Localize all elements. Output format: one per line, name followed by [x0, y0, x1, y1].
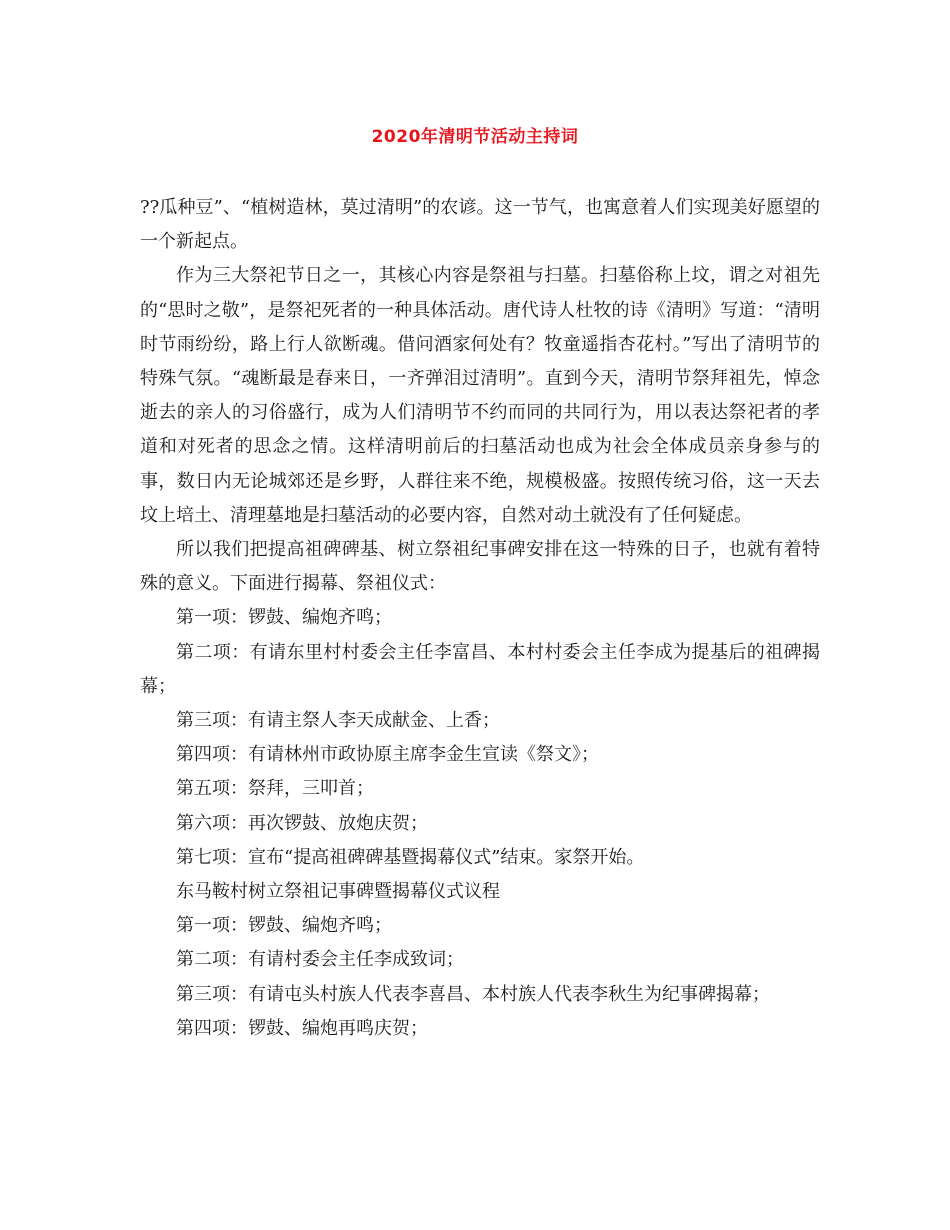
document-body	[140, 191, 820, 1046]
agenda-item: 第一项：锣鼓、编炮齐鸣；	[176, 607, 392, 629]
agenda-item: 第四项：锣鼓、编炮再鸣庆贺；	[176, 1017, 428, 1039]
paragraph-intro: ??瓜种豆”、“植树造林，莫过清明”的农谚。这一节气，也寓意着人们实现美好愿望的一个新起点。	[140, 197, 820, 253]
agenda-item: 第六项：再次锣鼓、放炮庆贺；	[176, 812, 428, 834]
section-heading: 东马鞍村树立祭祖记事碑暨揭幕仪式议程	[176, 881, 500, 903]
paragraph-ceremony-intro: 所以我们把提高祖碑碑基、树立祭祖纪事碑安排在这一特殊的日子，也就有着特殊的意义。下面进行揭幕、祭祖仪式：	[140, 539, 820, 595]
agenda-item: 第五项：祭拜，三叩首；	[176, 778, 374, 800]
agenda-item: 第三项：有请主祭人李天成献金、上香；	[176, 710, 500, 732]
agenda-item: 第四项：有请林州市政协原主席李金生宣读《祭文》；	[176, 744, 599, 766]
agenda-item: 第七项：宣布“提高祖碑碑基暨揭幕仪式”结束。家祭开始。	[176, 846, 645, 868]
document-title: 2020年清明节活动主持词	[371, 127, 579, 147]
paragraph-qingming-custom: 作为三大祭祀节日之一，其核心内容是祭祖与扫墓。扫墓俗称上坟，谓之对祖先的“思时之敬”，是祭祀死者的一种具体活动。唐代诗人杜牧的诗《清明》写道：“清明时节雨纷纷，路上行人欲断魂。借问酒家何处有？牧童遥指杏花村。”写出了清明节的特殊气氛。“魂断最是春来日，一齐弹泪过清明”。直到今天，清明节祭拜祖先，悼念逝去的亲人的习俗盛行，成为人们清明节不约而同的共同行为，用以表达祭祀者的孝道和对死者的思念之情。这样清明前后的扫墓活动也成为社会全体成员亲身参与的事，数日内无论城郊还是乡野，人群往来不绝，规模极盛。按照传统习俗，这一天去坟上培土、清理墓地是扫墓活动的必要内容，自然对动土就没有了任何疑虑。	[140, 265, 820, 526]
agenda-item: 第二项：有请村委会主任李成致词；	[176, 949, 464, 971]
agenda-item: 第三项：有请屯头村族人代表李喜昌、本村族人代表李秋生为纪事碑揭幕；	[176, 983, 770, 1005]
agenda-item: 第一项：锣鼓、编炮齐鸣；	[176, 915, 392, 937]
agenda-item: 第二项：有请东里村村委会主任李富昌、本村村委会主任李成为提基后的祖碑揭幕；	[140, 641, 820, 697]
